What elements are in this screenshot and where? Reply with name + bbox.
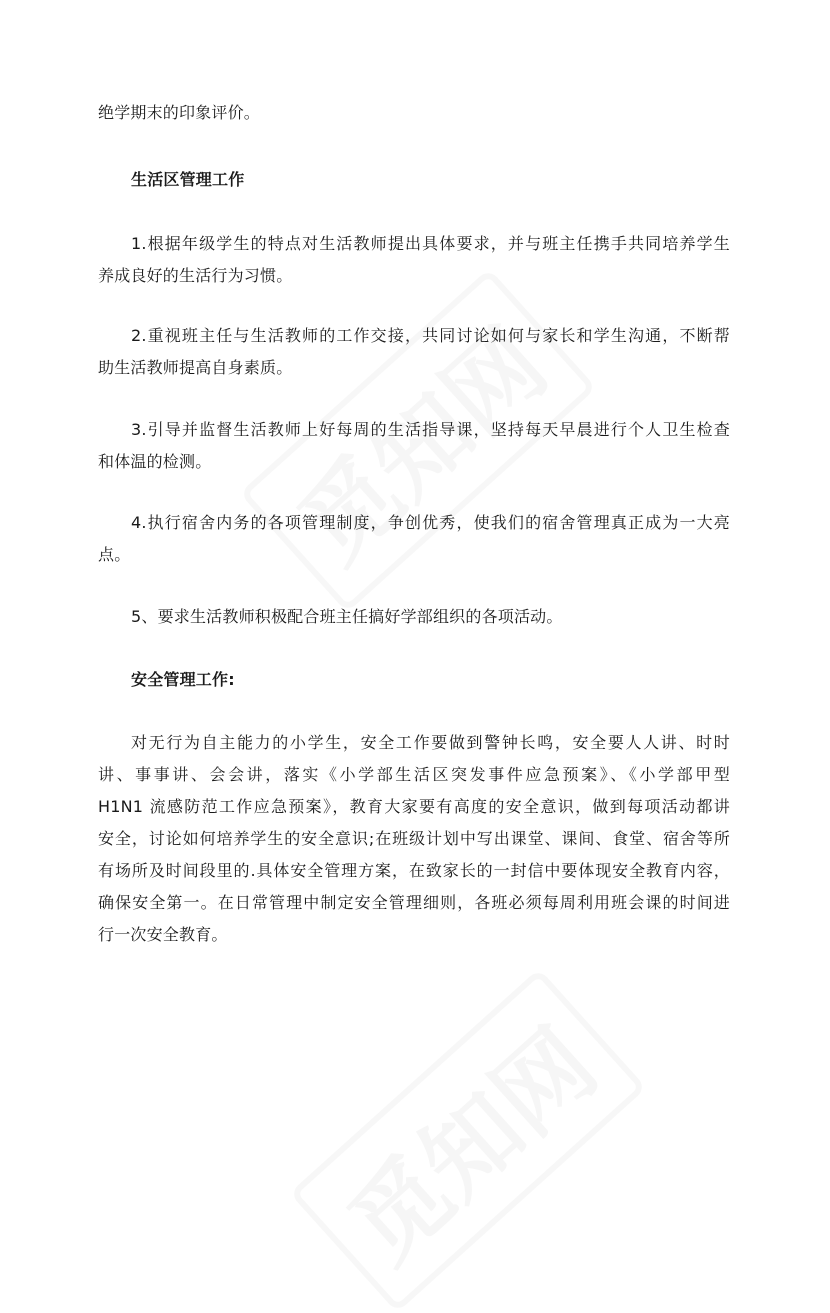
paragraph-line: 对无行为自主能力的小学生，安全工作要做到警钟长鸣，安全要人人讲、时时	[131, 733, 730, 752]
paragraph-line: H1N1 流感防范工作应急预案》，教育大家要有高度的安全意识，做到每项活动都讲	[98, 797, 730, 816]
paragraph-line: 讲、事事讲、会会讲，落实《小学部生活区突发事件应急预案》、《小学部甲型	[98, 765, 730, 784]
section-heading-safety: 安全管理工作:	[131, 670, 235, 689]
paragraph-line: 5、要求生活教师积极配合班主任搞好学部组织的各项活动。	[131, 607, 563, 626]
paragraph-line: 养成良好的生活行为习惯。	[98, 266, 293, 285]
paragraph-line: 有场所及时间段里的.具体安全管理方案，在致家长的一封信中要体现安全教育内容，	[98, 861, 730, 880]
watermark	[239, 268, 596, 612]
watermark	[289, 968, 646, 1312]
paragraph-line: 2.重视班主任与生活教师的工作交接，共同讨论如何与家长和学生沟通，不断帮	[131, 326, 730, 345]
paragraph-line: 3.引导并监督生活教师上好每周的生活指导课，坚持每天早晨进行个人卫生检查	[131, 420, 730, 439]
paragraph-line: 安全，讨论如何培养学生的安全意识;在班级计划中写出课堂、课间、食堂、宿舍等所	[98, 829, 730, 848]
paragraph-line: 1.根据年级学生的特点对生活教师提出具体要求，并与班主任携手共同培养学生	[131, 234, 730, 253]
section-heading-living-area: 生活区管理工作	[131, 170, 245, 189]
paragraph-line: 助生活教师提高自身素质。	[98, 358, 293, 377]
paragraph-line: 4.执行宿舍内务的各项管理制度，争创优秀，使我们的宿舍管理真正成为一大亮	[131, 513, 730, 532]
paragraph-line: 行一次安全教育。	[98, 925, 228, 944]
paragraph-line: 绝学期末的印象评价。	[98, 103, 261, 122]
paragraph-line: 点。	[98, 545, 131, 564]
paragraph-line: 确保安全第一。在日常管理中制定安全管理细则，各班必须每周利用班会课的时间进	[98, 893, 730, 912]
paragraph-line: 和体温的检测。	[98, 452, 212, 471]
